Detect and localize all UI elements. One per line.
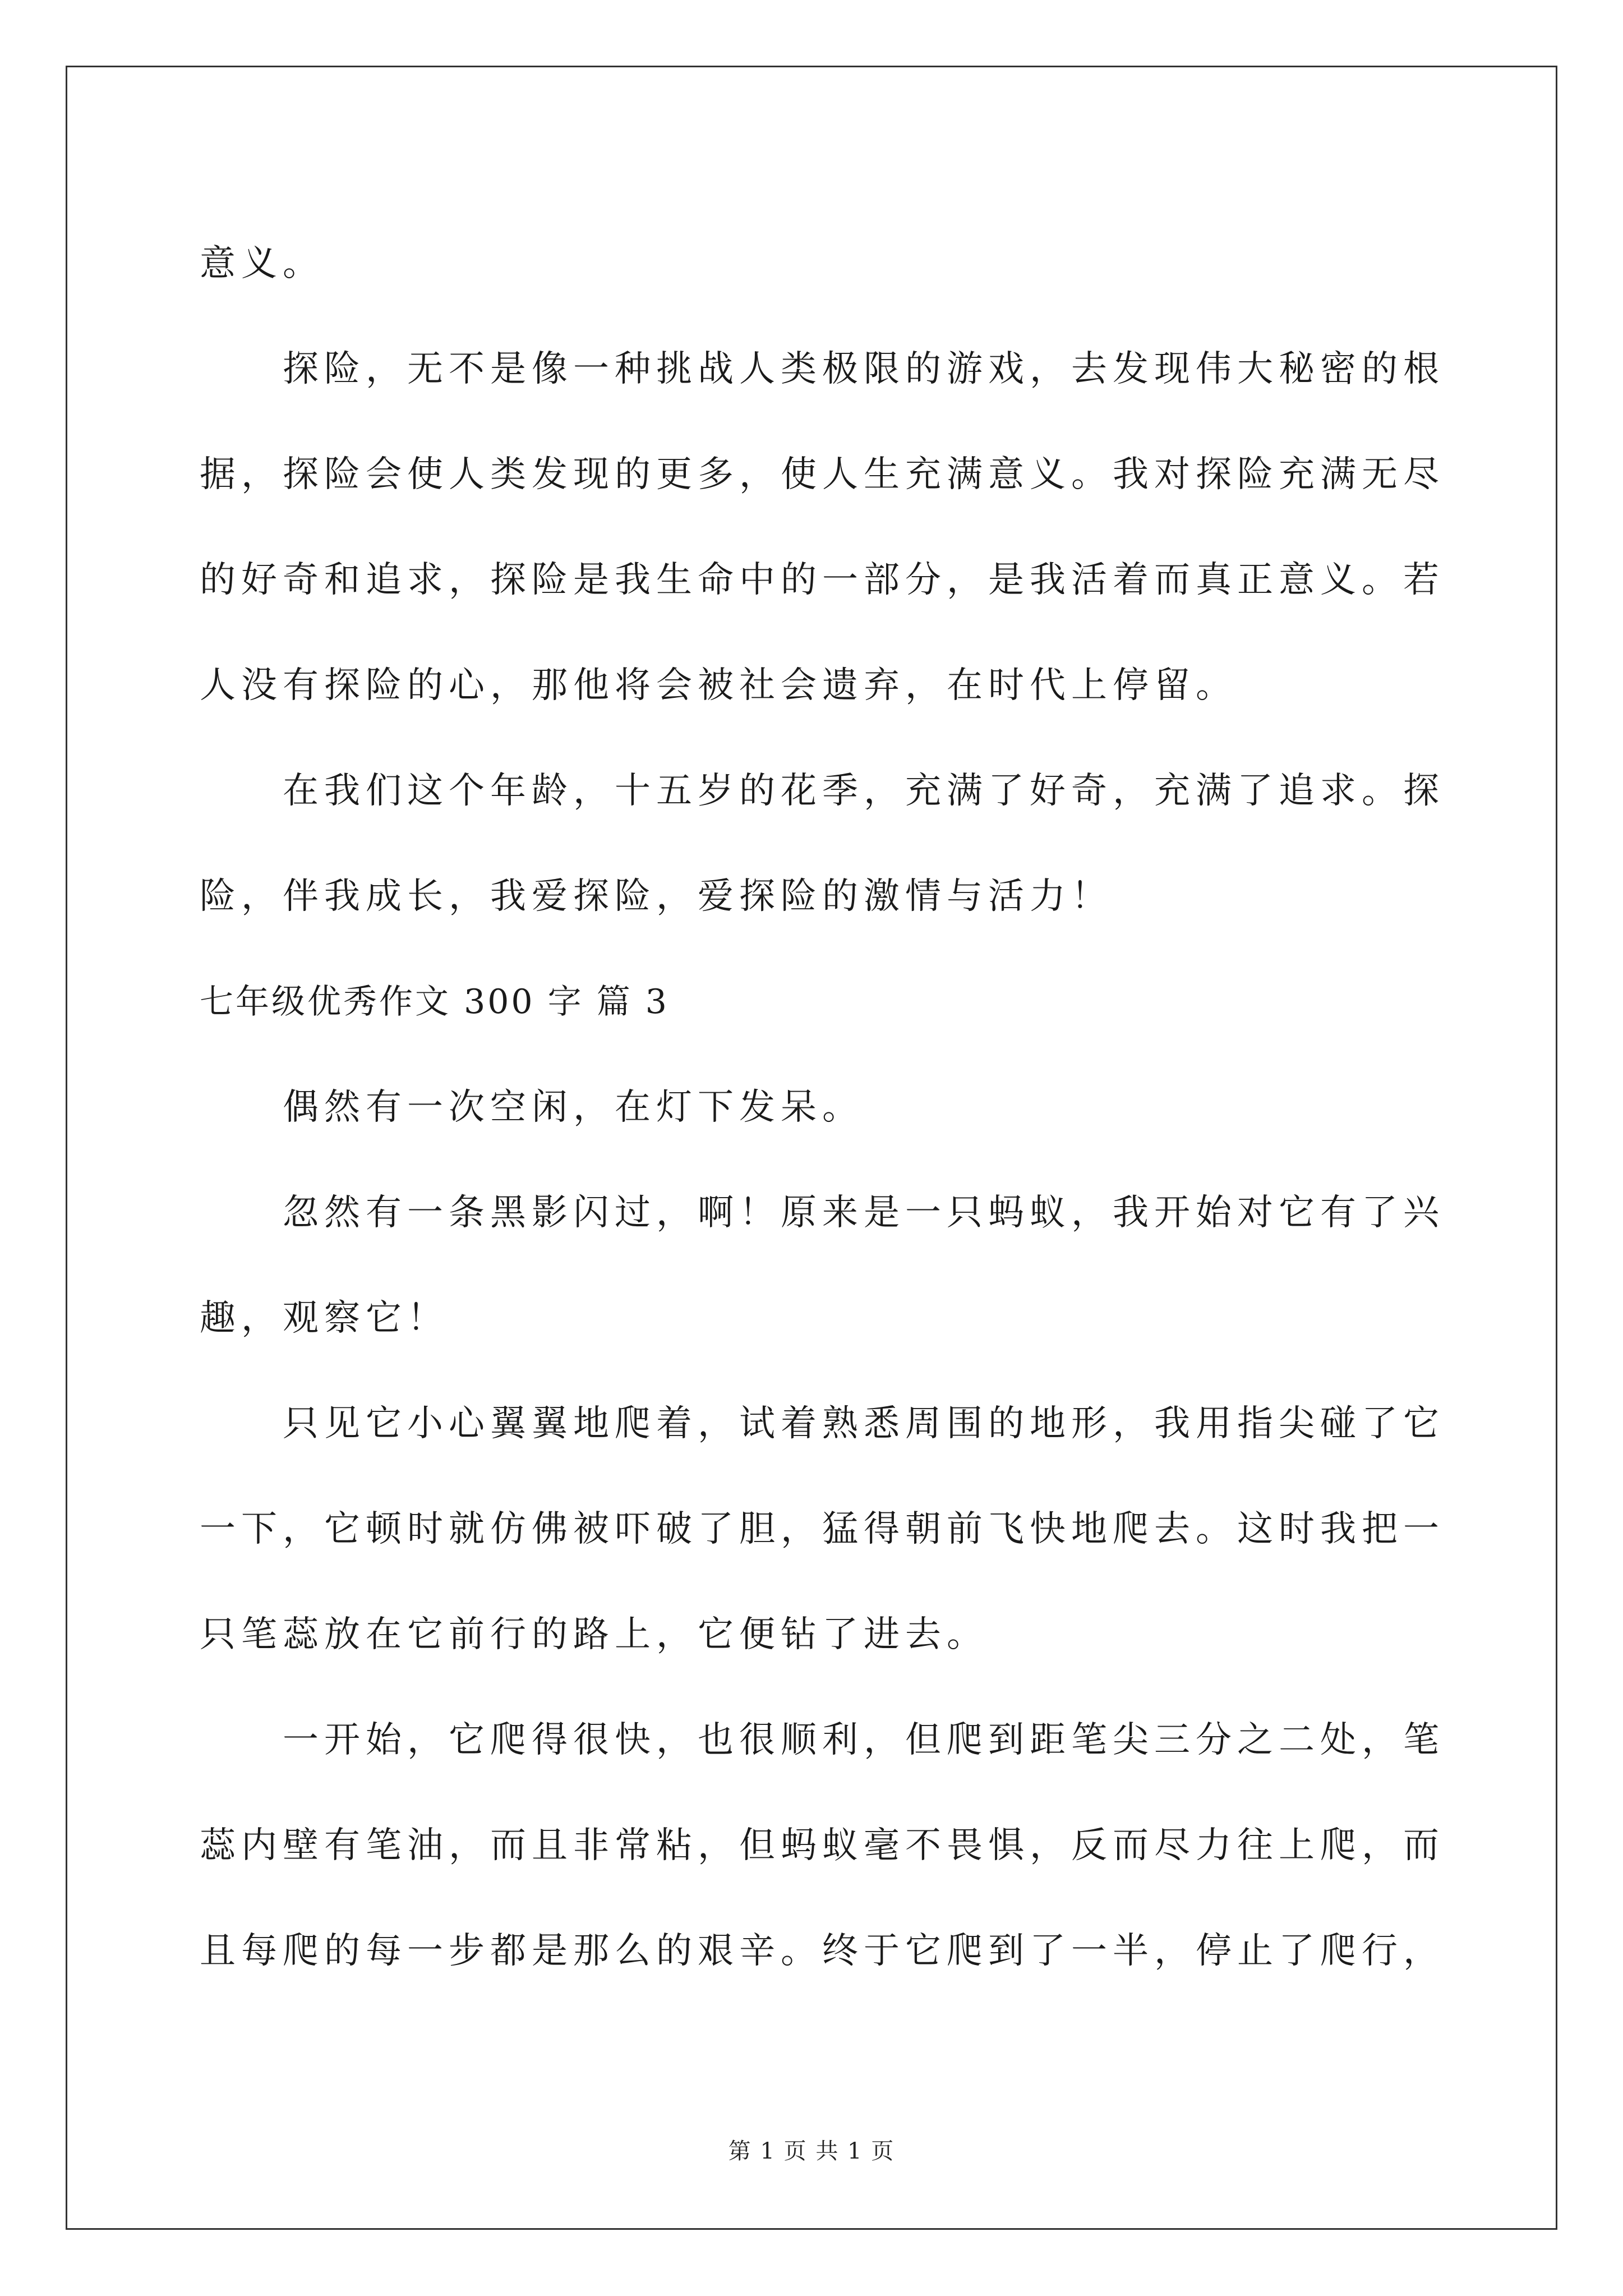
text-line: 人没有探险的心，那他将会被社会遗弃，在时代上停留。 bbox=[200, 665, 1237, 706]
text-line: 只笔蕊放在它前行的路上，它便钻了进去。 bbox=[200, 1614, 988, 1655]
text-line: 险，伴我成长，我爱探险，爱探险的激情与活力！ bbox=[200, 876, 1113, 917]
page-footer: 第 1 页 共 1 页 bbox=[728, 2138, 895, 2164]
text-line: 蕊内壁有笔油，而且非常粘，但蚂蚁毫不畏惧，反而尽力往上爬，而 bbox=[200, 1825, 1445, 1866]
text-line: 且每爬的每一步都是那么的艰辛。终于它爬到了一半，停止了爬行， bbox=[200, 1930, 1445, 1972]
text-line: 在我们这个年龄，十五岁的花季，充满了好奇，充满了追求。探 bbox=[283, 770, 1445, 812]
text-line: 一开始，它爬得很快，也很顺利，但爬到距笔尖三分之二处，笔 bbox=[283, 1719, 1445, 1761]
text-line: 一下，它顿时就仿佛被吓破了胆，猛得朝前飞快地爬去。这时我把一 bbox=[200, 1508, 1445, 1550]
section-heading: 七年级优秀作文 300 字 篇 3 bbox=[200, 982, 669, 1022]
document-body bbox=[200, 211, 1445, 2004]
text-line: 只见它小心翼翼地爬着，试着熟悉周围的地形，我用指尖碰了它 bbox=[283, 1403, 1445, 1444]
text-line: 忽然有一条黑影闪过，啊！原来是一只蚂蚁，我开始对它有了兴 bbox=[283, 1192, 1445, 1234]
text-line: 据，探险会使人类发现的更多，使人生充满意义。我对探险充满无尽 bbox=[200, 454, 1445, 495]
text-line: 偶然有一次空闲，在灯下发呆。 bbox=[283, 1087, 864, 1128]
text-line: 探险，无不是像一种挑战人类极限的游戏，去发现伟大秘密的根 bbox=[283, 348, 1445, 390]
text-line: 的好奇和追求，探险是我生命中的一部分，是我活着而真正意义。若 bbox=[200, 559, 1445, 601]
text-line: 趣，观察它！ bbox=[200, 1297, 449, 1339]
text-line: 意义。 bbox=[200, 243, 324, 284]
